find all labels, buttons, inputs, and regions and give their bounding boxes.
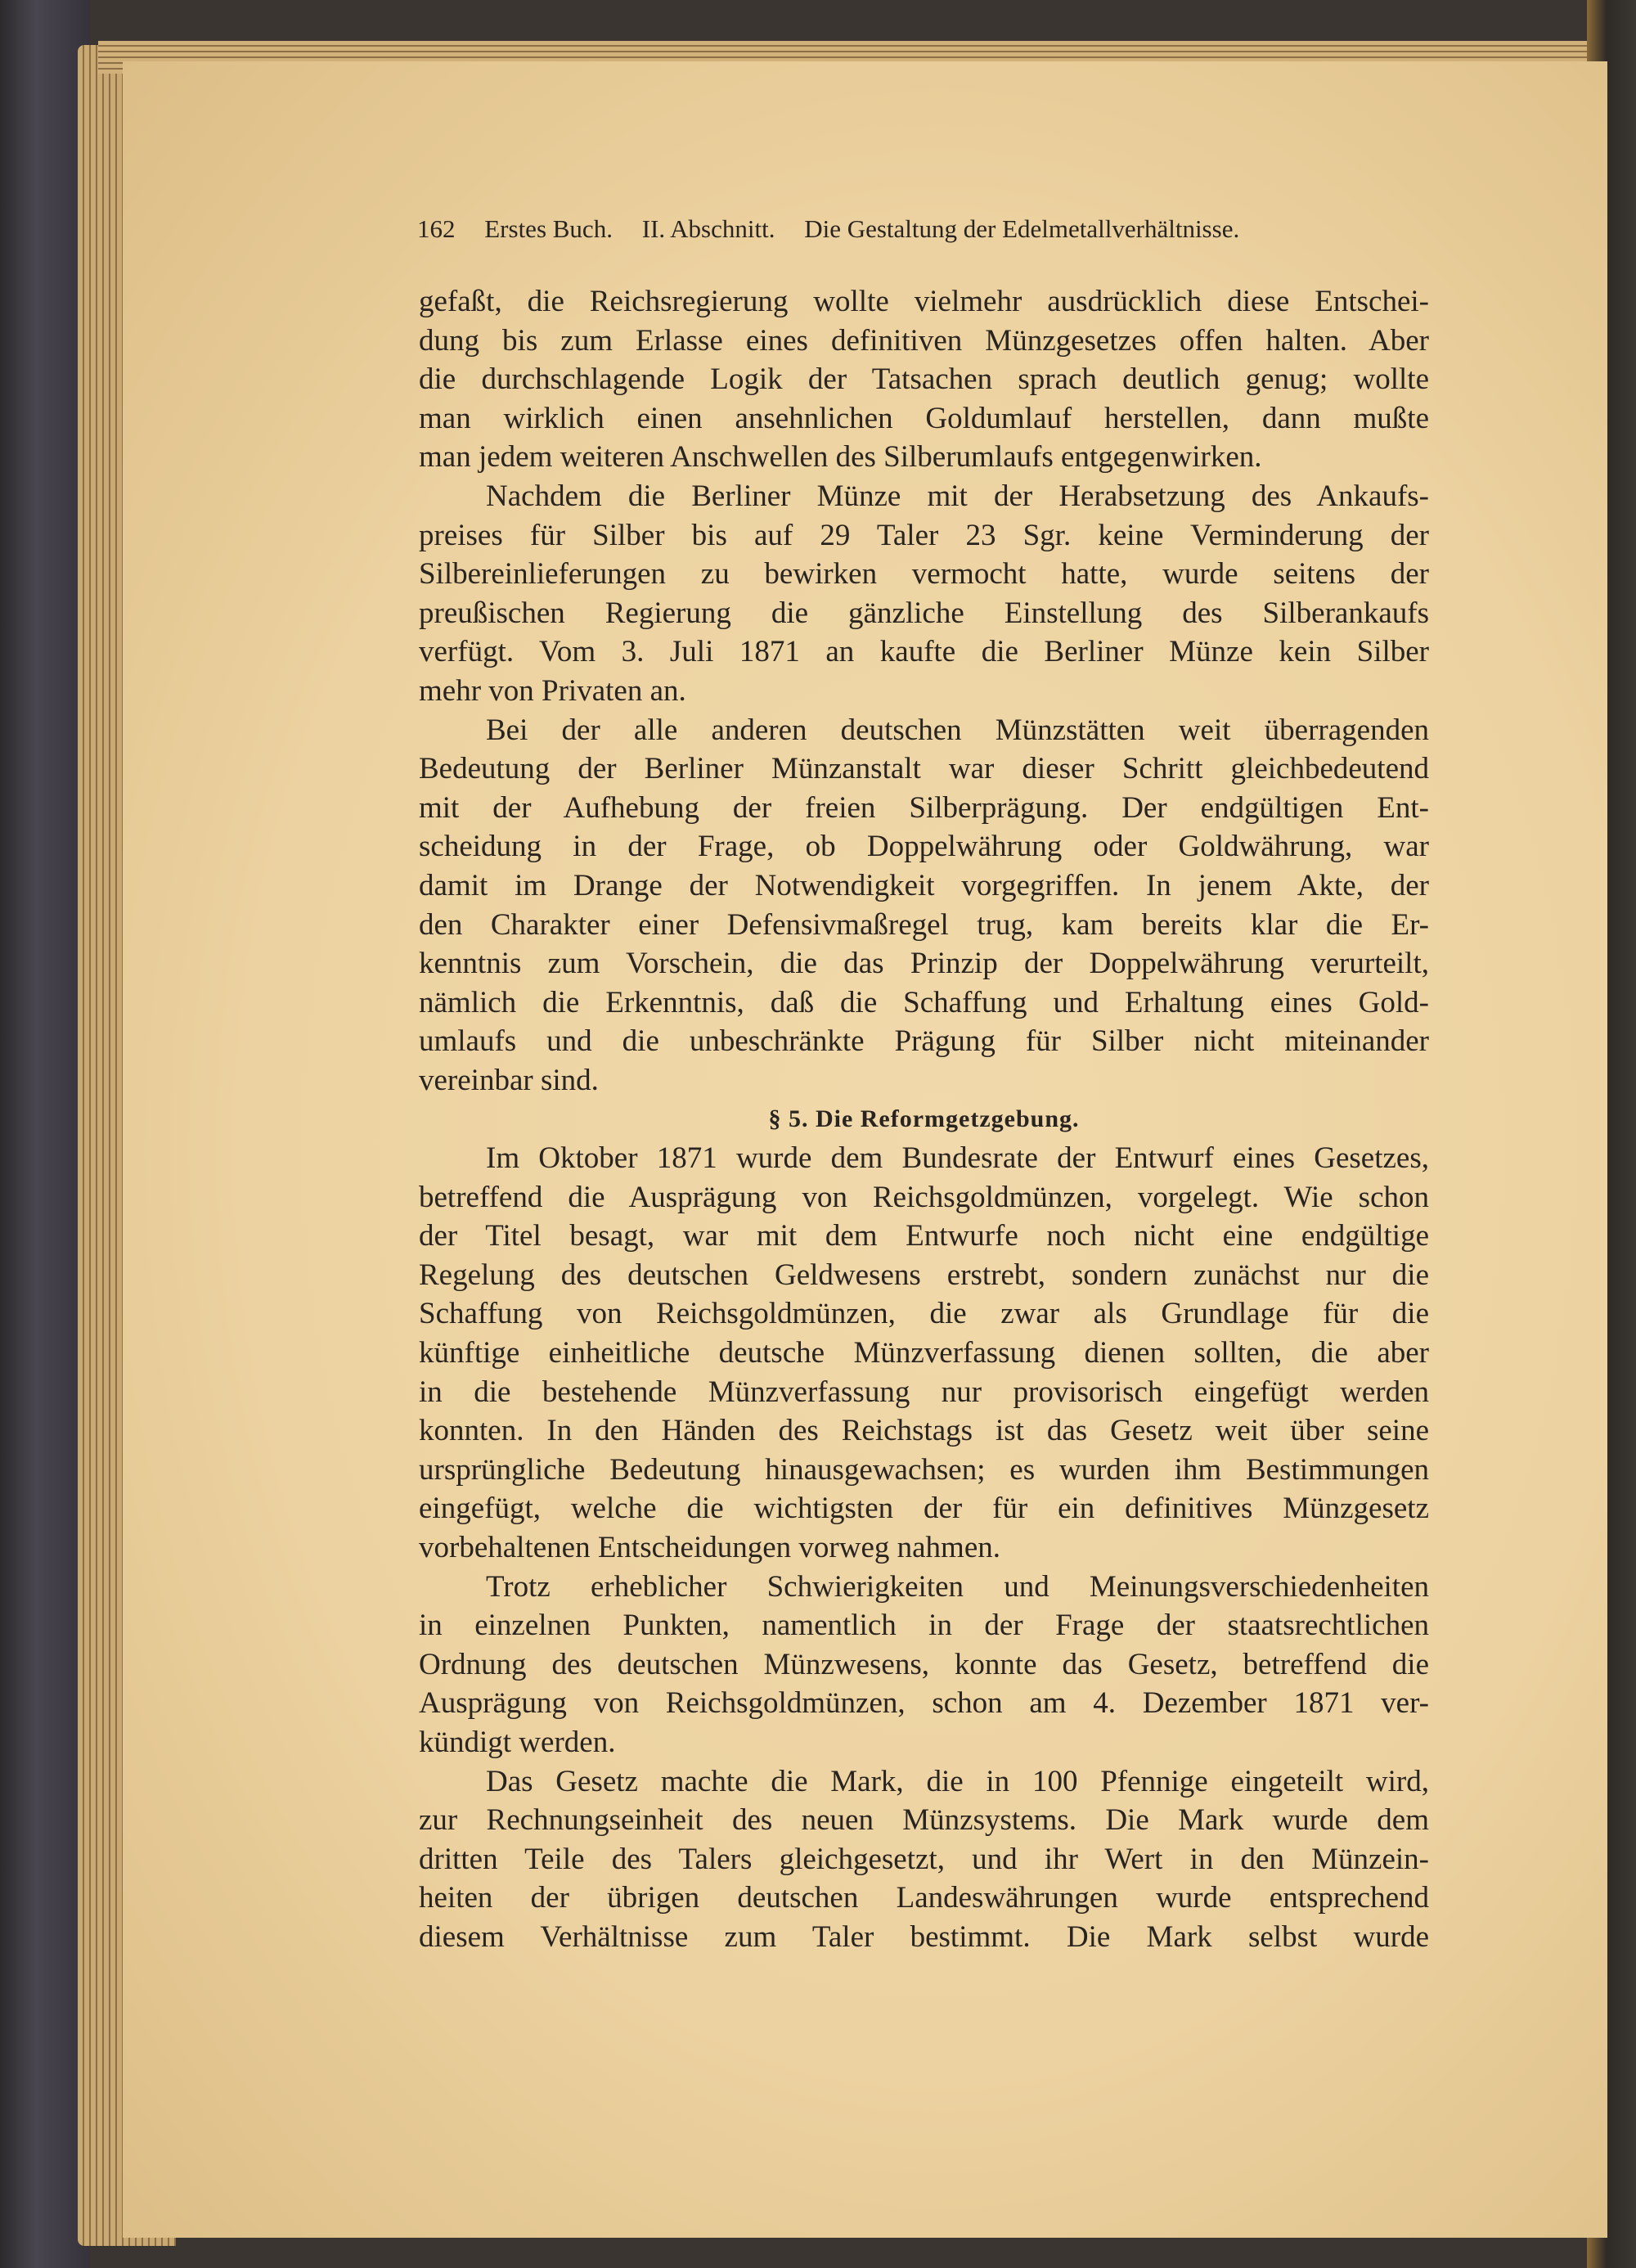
text-line: umlaufs und die unbeschränkte Prägung für Silber nicht miteinander <box>419 1024 1429 1059</box>
text-line: ursprüngliche Bedeutung hinausgewachsen; es wurden ihm Bestimmungen <box>419 1452 1429 1487</box>
text-line: Trotz erheblicher Schwierigkeiten und Meinungsverschiedenheiten <box>486 1569 1429 1604</box>
body-text <box>419 282 1429 1957</box>
chapter-title: Die Gestaltung der Edelmetallverhältnisse. <box>804 214 1240 243</box>
text-line: damit im Drange der Notwendigkeit vorgegriffen. In jenem Akte, der <box>419 868 1429 902</box>
text-line: mehr von Privaten an. <box>419 673 686 708</box>
text-line: Bei der alle anderen deutschen Münzstätten weit überragenden <box>486 713 1429 747</box>
text-line: Ordnung des deutschen Münzwesens, konnte das Gesetz, betreffend die <box>419 1647 1429 1681</box>
text-line: Silbereinlieferungen zu bewirken vermocht hatte, wurde seitens der <box>419 557 1429 592</box>
section-heading: § 5. Die Reformgetzgebung. <box>768 1105 1080 1133</box>
text-line: der Titel besagt, war mit dem Entwurfe noch nicht eine endgültige <box>419 1219 1429 1253</box>
text-line: mit der Aufhebung der freien Silberprägung. Der endgültigen Ent- <box>419 790 1429 825</box>
book-label: Erstes Buch. <box>484 214 613 243</box>
text-line: Bedeutung der Berliner Münzanstalt war dieser Schritt gleichbedeutend <box>419 752 1429 786</box>
text-line: eingefügt, welche die wichtigsten der für ein definitives Münzgesetz <box>419 1492 1429 1526</box>
text-line: Im Oktober 1871 wurde dem Bundesrate der Entwurf eines Gesetzes, <box>486 1141 1429 1176</box>
page-number: 162 <box>417 214 456 243</box>
text-line: Nachdem die Berliner Münze mit der Herabsetzung des Ankaufs- <box>486 479 1429 513</box>
section-label: II. Abschnitt. <box>641 214 775 243</box>
text-line: heiten der übrigen deutschen Landeswährungen wurde entsprechend <box>419 1881 1429 1915</box>
text-line: Regelung des deutschen Geldwesens erstrebt, sondern zunächst nur die <box>419 1258 1429 1292</box>
text-line: nämlich die Erkenntnis, daß die Schaffung und Erhaltung eines Gold- <box>419 985 1429 1019</box>
text-line: in einzelnen Punkten, namentlich in der Frage der staatsrechtlichen <box>419 1609 1429 1643</box>
text-line: verfügt. Vom 3. Juli 1871 an kaufte die Berliner Münze kein Silber <box>419 635 1429 669</box>
text-line: kenntnis zum Vorschein, die das Prinzip der Doppelwährung verurteilt, <box>419 947 1429 981</box>
text-line: dung bis zum Erlasse eines definitiven Münzgesetzes offen halten. Aber <box>419 323 1429 358</box>
text-line: scheidung in der Frage, ob Doppelwährung oder Goldwährung, war <box>419 830 1429 864</box>
text-line: man wirklich einen ansehnlichen Goldumlauf herstellen, dann mußte <box>419 401 1429 435</box>
text-line: die durchschlagende Logik der Tatsachen sprach deutlich genug; wollte <box>419 362 1429 397</box>
text-line: preußischen Regierung die gänzliche Einstellung des Silberankaufs <box>419 596 1429 630</box>
text-line: vorbehaltenen Entscheidungen vorweg nahmen. <box>419 1531 1000 1564</box>
text-line: diesem Verhältnisse zum Taler bestimmt. Die Mark selbst wurde <box>419 1919 1429 1954</box>
text-line: betreffend die Ausprägung von Reichsgoldmünzen, vorgelegt. Wie schon <box>419 1180 1429 1214</box>
text-line: den Charakter einer Defensivmaßregel trug, kam bereits klar die Er- <box>419 907 1429 942</box>
text-line: Ausprägung von Reichsgoldmünzen, schon am 4. Dezember 1871 ver- <box>419 1686 1429 1721</box>
text-line: konnten. In den Händen des Reichstags ist das Gesetz weit über seine <box>419 1414 1429 1448</box>
running-head <box>417 214 1432 244</box>
text-line: preises für Silber bis auf 29 Taler 23 Sgr. keine Verminderung der <box>419 518 1429 552</box>
text-line: künftige einheitliche deutsche Münzverfassung dienen sollten, die aber <box>419 1336 1429 1370</box>
text-line: Schaffung von Reichsgoldmünzen, die zwar als Grundlage für die <box>419 1297 1429 1331</box>
text-line: in die bestehende Münzverfassung nur provisorisch eingefügt werden <box>419 1375 1429 1409</box>
book-binding-left <box>0 0 90 2268</box>
text-line: gefaßt, die Reichsregierung wollte vielmehr ausdrücklich diese Entschei- <box>419 285 1429 318</box>
text-line: kündigt werden. <box>419 1725 616 1759</box>
text-line: zur Rechnungseinheit des neuen Münzsystems. Die Mark wurde dem <box>419 1803 1429 1838</box>
text-line: man jedem weiteren Anschwellen des Silberumlaufs entgegenwirken. <box>419 440 1262 475</box>
text-line: vereinbar sind. <box>419 1063 599 1097</box>
text-line: dritten Teile des Talers gleichgesetzt, und ihr Wert in den Münzein- <box>419 1842 1429 1876</box>
text-line: Das Gesetz machte die Mark, die in 100 Pfennige eingeteilt wird, <box>486 1764 1429 1798</box>
